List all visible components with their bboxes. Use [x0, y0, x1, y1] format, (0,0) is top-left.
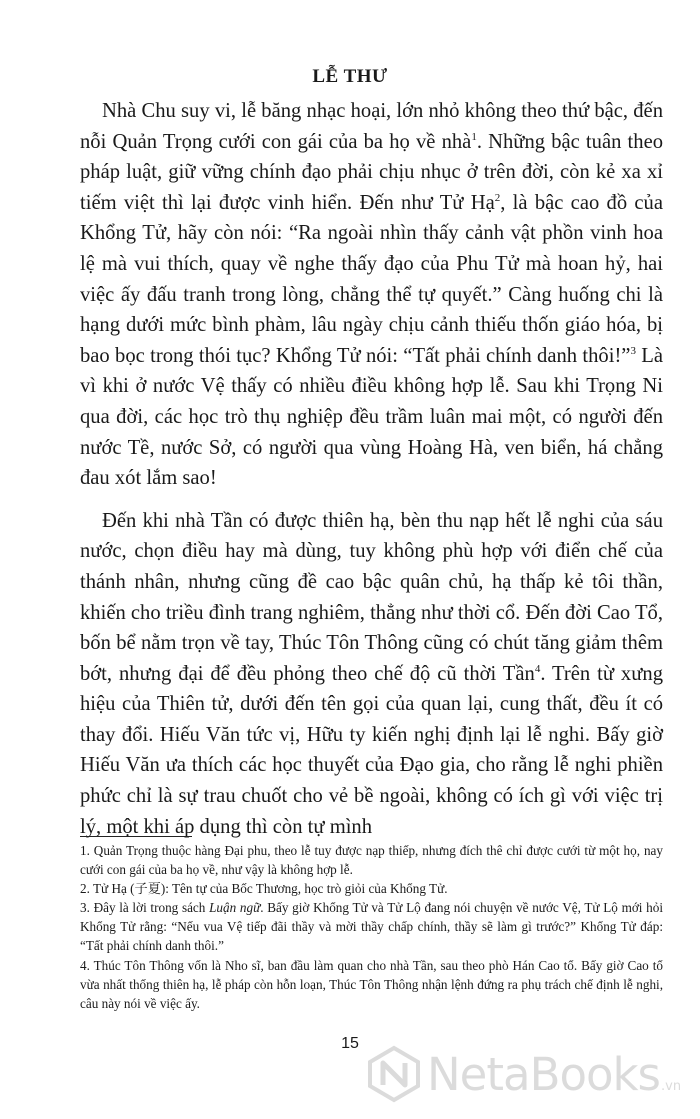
footnote-ref-3: 3: [630, 344, 636, 357]
footnote-3: [80, 898, 663, 955]
footnote-1: [80, 841, 663, 879]
footnotes: [80, 841, 663, 1013]
footnote-divider: [80, 836, 192, 837]
footnote-ref-4: 4: [534, 662, 541, 675]
footnote-2: [80, 879, 663, 898]
text-run: Nhà Chu suy vi, lễ băng nhạc hoại, lớn nhỏ không theo thứ bậc, đến nỗi Quản Trọng cưới con gái của ba họ về nhà: [80, 100, 663, 153]
text-run: . Những bậc tuân theo pháp luật, giữ vững chính đạo phải chịu nhục ở trên đời, còn kẻ xa xỉ tiếm việt thì lại được vinh hiển. Đến như Tử Hạ: [80, 130, 663, 214]
text-run: , là bậc cao đồ của Khổng Tử, hãy còn nói: “Ra ngoài nhìn thấy cảnh vật phồn vinh hoa lệ mà vui thích, quay về nghe thấy đạo của Phu Tử mà hoan hỷ, hai việc ấy đấu tranh trong lòng, chẳng thể tự quyết.” Càng huống chi là hạng dưới mức bình phàm, lâu ngày chịu cảnh thiếu thốn giáo hóa, bị bao bọc trong thói tục? Khổng Tử nói: “Tất phải chính danh thôi!”: [80, 191, 663, 367]
page-number: 15: [341, 1035, 359, 1052]
footnote-text: 4. Thúc Tôn Thông vốn là Nho sĩ, ban đầu làm quan cho nhà Tần, sau theo phò Hán Cao tổ. Bấy giờ Cao tổ vừa nhất thống thiên hạ, lễ pháp còn hỗn loạn, Thúc Tôn Thông nhận lệnh đứng ra phụ trách chế định lễ nghi, câu này nói về việc ấy.: [80, 957, 663, 1011]
footnote-4: [80, 956, 663, 1013]
footnote-text: 2. Tử Hạ (子夏): Tên tự của Bốc Thương, học trò giỏi của Khổng Tử.: [80, 881, 448, 897]
text-run: . Trên từ xưng hiệu của Thiên tử, dưới đến tên gọi của quan lại, cung thất, đều ít có thay đổi. Hiếu Văn tức vị, Hữu ty kiến nghị định lại lễ nghi. Bấy giờ Hiếu Văn ưa thích các học thuyết của Đạo gia, cho rằng lễ nghi phiền phức chỉ là sự trau chuốt cho vẻ bề ngoài, không có ích gì với việc trị lý, một khi áp dụng thì còn tự mình: [80, 662, 663, 838]
footnote-text: 1. Quản Trọng thuộc hàng Đại phu, theo lễ tuy được nạp thiếp, nhưng đích thê chỉ được cưới từ một họ, nay cưới con gái của ba họ về, như vậy là không hợp lễ.: [80, 843, 663, 878]
text-run: Đến khi nhà Tần có được thiên hạ, bèn thu nạp hết lễ nghi của sáu nước, chọn điều hay mà dùng, tuy không phù hợp với điển chế của thánh nhân, nhưng cũng đề cao bậc quân chủ, hạ thấp kẻ tôi thần, khiến cho triều đình trang nghiêm, thẳng như thời cổ. Đến đời Cao Tổ, bốn bể nằm trọn về tay, Thúc Tôn Thông cũng có chút tăng giảm thêm bớt, nhưng đại để đều phỏng theo chế độ cũ thời Tần: [80, 509, 663, 685]
book-title-italic: Luận ngữ: [209, 900, 261, 916]
chapter-title: LỄ THƯ: [312, 66, 388, 87]
footnote-ref-1: 1: [471, 130, 477, 143]
footnote-ref-2: 2: [494, 191, 501, 204]
netabooks-logo-icon: [365, 1045, 423, 1103]
paragraph-1: [80, 96, 663, 494]
paragraph-2: [80, 506, 663, 843]
watermark: [365, 1045, 681, 1103]
footnote-text: . Bấy giờ Khổng Tử và Tử Lộ đang nói chuyện về nước Vệ, Tử Lộ mới hỏi Khổng Tử rằng: “Nếu vua Vệ tiếp đãi thầy và mời thầy chấp chính, thầy sẽ làm gì trước?” Khổng Tử đáp: “Tất phải chính danh thôi.”: [80, 900, 664, 954]
watermark-suffix: .vn: [661, 1079, 682, 1094]
footnote-text: 3. Đây là lời trong sách: [80, 900, 210, 916]
body-text: [80, 96, 663, 842]
watermark-brand: NetaBooks: [427, 1047, 661, 1101]
text-run: Là vì khi ở nước Vệ thấy có nhiều điều không hợp lễ. Sau khi Trọng Ni qua đời, các học trò thụ nghiệp đều trầm luân mai một, có người đến nước Tề, nước Sở, có người qua vùng Hoàng Hà, ven biển, há chẳng đau xót lắm sao!: [80, 344, 663, 490]
